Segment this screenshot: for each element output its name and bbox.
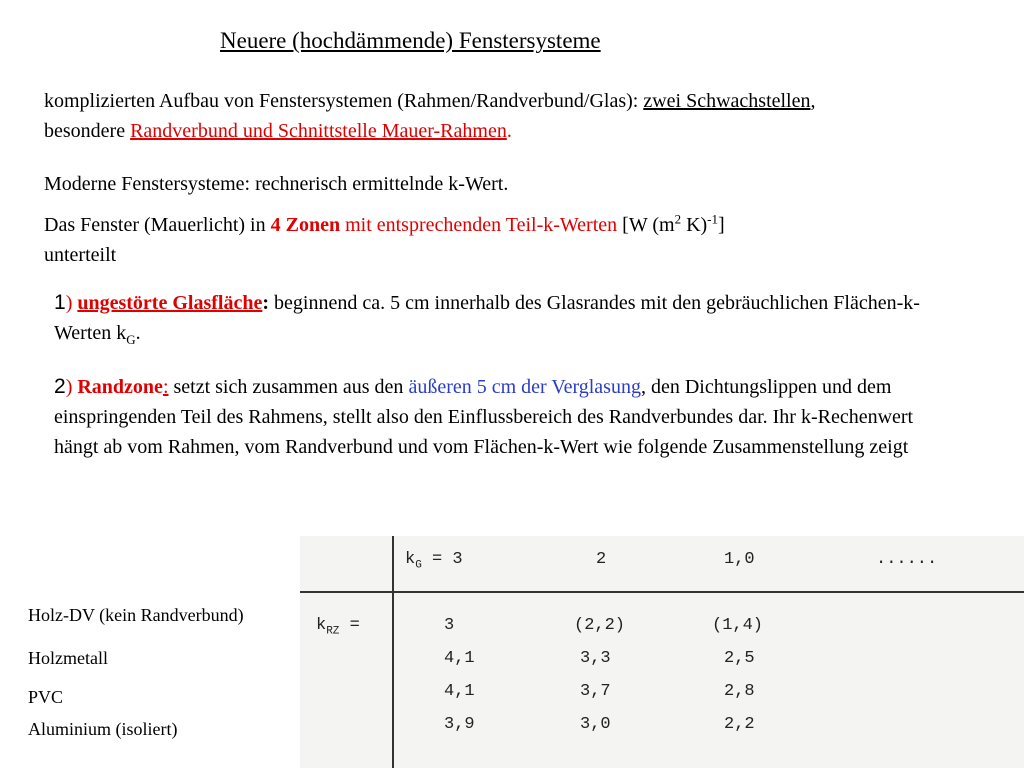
moderne-paragraph: Moderne Fenstersysteme: rechnerisch ermittelnde k-Wert.	[44, 173, 509, 195]
row-label-pvc: PVC	[28, 687, 64, 707]
header-value: 1,0	[724, 550, 755, 569]
intro-highlight: Randverbund und Schnittstelle Mauer-Rahmen	[130, 120, 507, 142]
zone1-paren: )	[65, 292, 78, 314]
zone2-text: setzt sich zusammen aus den	[168, 376, 409, 398]
row-label-aluminium: Aluminium (isoliert)	[28, 719, 178, 739]
intro-text-2: , besondere	[44, 90, 816, 142]
page-title: Neuere (hochdämmende) Fenstersysteme	[220, 28, 601, 53]
krz-sub: RZ	[326, 625, 340, 638]
intro-end: .	[506, 120, 512, 142]
zone2-paragraph	[54, 372, 934, 462]
krz-label: k	[316, 616, 327, 635]
table-horizontal-rule	[300, 591, 1024, 593]
krz-label-cell	[316, 616, 360, 638]
zonen-unit-a: [W (m	[617, 214, 675, 236]
table-cell: 3,9	[444, 715, 475, 734]
zone1-colon: :	[262, 292, 270, 314]
zonen-paragraph	[44, 210, 944, 270]
table-cell: 4,1	[444, 682, 475, 701]
zone2-label: Randzone	[77, 376, 163, 398]
zonen-count: 4 Zonen	[270, 214, 341, 236]
zone1-label: ungestörte Glasfläche	[77, 292, 263, 314]
table-cell: 2,2	[724, 715, 755, 734]
table-cell: 3,3	[580, 649, 611, 668]
zone2-number: 2	[54, 375, 66, 398]
zone2-text-2: , den Dichtungslippen und dem einspringenden Teil des Rahmens, stellt also den Einflussbereich des Randverbundes dar. Ihr k-Rechenwert hängt ab vom Rahmen, vom Randverbund und vom Flächen-k-Wert wie folgende Zusammenstellung zeigt	[54, 376, 914, 458]
table-vertical-rule	[392, 536, 394, 768]
table-cell: (1,4)	[712, 616, 764, 635]
zone1-sub: G	[126, 332, 136, 347]
table-cell: 3	[444, 616, 455, 635]
zonen-unit-sup3: -1	[707, 211, 719, 227]
table-cell: 3,7	[580, 682, 611, 701]
zone2-blue-text: äußeren 5 cm der Verglasung	[408, 376, 641, 398]
table-cell: (2,2)	[574, 616, 626, 635]
kg-sub: G	[415, 559, 422, 572]
table-cell: 3,0	[580, 715, 611, 734]
header-value: 2	[596, 550, 607, 569]
header-value: ......	[876, 550, 938, 569]
zonen-unit-sup2: 2	[674, 211, 682, 227]
krz-eq: =	[339, 616, 360, 635]
zone1-end: .	[135, 322, 141, 344]
zone1-text: beginnend ca. 5 cm innerhalb des Glasrandes mit den gebräuchlichen Flächen-k-Werten k	[54, 292, 920, 344]
zone2-colon: :	[162, 376, 169, 398]
zonen-unit-b: K)	[681, 214, 708, 236]
intro-paragraph	[44, 86, 874, 146]
zonen-unit-c: ]	[718, 214, 725, 236]
zone1-number: 1	[54, 291, 66, 314]
table-cell: 4,1	[444, 649, 475, 668]
kg-label: k	[405, 550, 416, 569]
zonen-text: Das Fenster (Mauerlicht) in	[44, 214, 271, 236]
zonen-red-text: mit entsprechenden Teil-k-Werten	[340, 214, 618, 236]
row-label-holz-dv: Holz-DV (kein Randverbund)	[28, 605, 244, 625]
k-value-table	[300, 536, 1024, 768]
kg-header	[405, 550, 463, 572]
table-cell: 2,8	[724, 682, 755, 701]
row-label-holzmetall: Holzmetall	[28, 648, 108, 668]
zone2-paren: )	[65, 376, 78, 398]
kg-eq: = 3	[421, 550, 463, 569]
zone1-paragraph	[54, 288, 934, 348]
zonen-end: unterteilt	[44, 244, 117, 266]
intro-text: komplizierten Aufbau von Fenstersystemen (Rahmen/Randverbund/Glas):	[44, 90, 644, 112]
intro-weak-points: zwei Schwachstellen	[643, 90, 811, 112]
table-cell: 2,5	[724, 649, 755, 668]
